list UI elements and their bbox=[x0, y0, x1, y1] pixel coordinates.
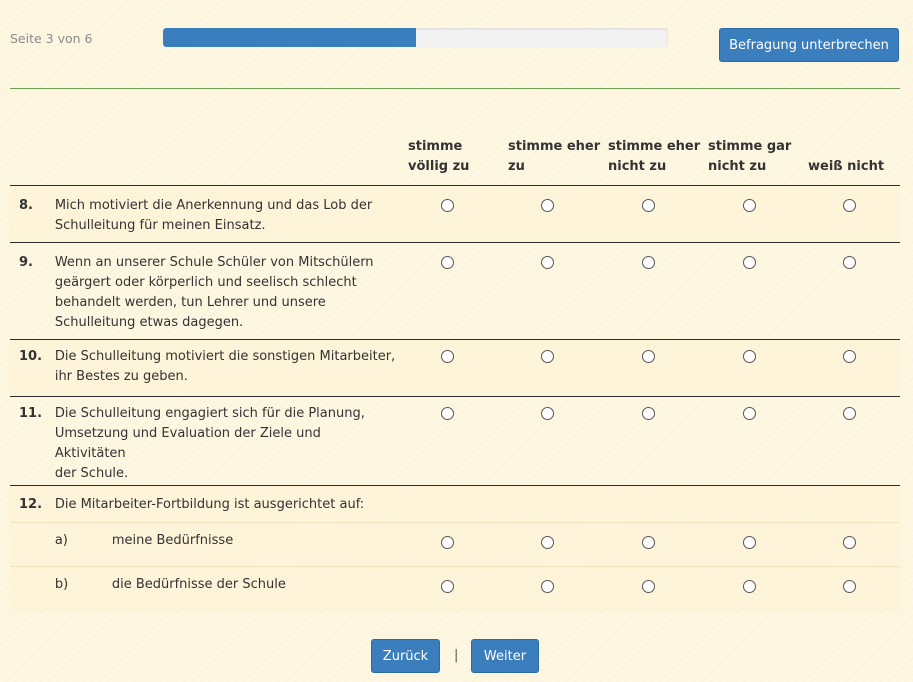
question-text-line: Mich motiviert die Anerkennung und das Lob der bbox=[54, 198, 373, 213]
radio-q11-rather-disagree[interactable] bbox=[642, 407, 655, 420]
subquestion-label: b) bbox=[54, 577, 69, 592]
radio-q9-dont-know[interactable] bbox=[843, 256, 856, 269]
column-header-line: stimme eher bbox=[608, 139, 701, 154]
radio-q9-rather-agree[interactable] bbox=[541, 256, 554, 269]
next-button[interactable]: Weiter bbox=[471, 639, 539, 673]
column-header-line: stimme eher bbox=[508, 139, 601, 154]
question-text-line: Schulleitung etwas dagegen. bbox=[54, 315, 244, 330]
radio-q8-rather-disagree[interactable] bbox=[642, 199, 655, 212]
column-header-line: nicht zu bbox=[708, 159, 767, 174]
radio-q12a-rather-disagree[interactable] bbox=[642, 536, 655, 549]
radio-q9-fully-disagree[interactable] bbox=[743, 256, 756, 269]
question-number: 8. bbox=[10, 186, 54, 243]
header-divider bbox=[10, 88, 900, 89]
column-header-dont-know bbox=[808, 137, 884, 177]
radio-q10-rather-disagree[interactable] bbox=[642, 350, 655, 363]
question-text bbox=[54, 243, 397, 340]
nav-separator: | bbox=[454, 648, 459, 663]
question-number: 11. bbox=[10, 397, 54, 486]
column-header-line: völlig zu bbox=[408, 159, 470, 174]
radio-q10-fully-disagree[interactable] bbox=[743, 350, 756, 363]
radio-q10-rather-agree[interactable] bbox=[541, 350, 554, 363]
radio-q8-fully-disagree[interactable] bbox=[743, 199, 756, 212]
radio-q11-rather-agree[interactable] bbox=[541, 407, 554, 420]
radio-q9-rather-disagree[interactable] bbox=[642, 256, 655, 269]
pause-survey-button[interactable]: Befragung unterbrechen bbox=[719, 28, 899, 62]
radio-q11-fully-disagree[interactable] bbox=[743, 407, 756, 420]
question-table bbox=[10, 185, 900, 611]
radio-q11-fully-agree[interactable] bbox=[441, 407, 454, 420]
radio-q12a-fully-disagree[interactable] bbox=[743, 536, 756, 549]
radio-q10-dont-know[interactable] bbox=[843, 350, 856, 363]
progress-bar-fill bbox=[163, 28, 416, 47]
subquestion-row-12b bbox=[10, 567, 900, 611]
question-text-line: Die Schulleitung engagiert sich für die Planung, bbox=[54, 406, 365, 421]
question-text bbox=[54, 397, 397, 486]
radio-q12b-rather-disagree[interactable] bbox=[642, 580, 655, 593]
radio-q11-dont-know[interactable] bbox=[843, 407, 856, 420]
radio-q12a-rather-agree[interactable] bbox=[541, 536, 554, 549]
subquestion-row-12a bbox=[10, 523, 900, 567]
question-text-line: Umsetzung und Evaluation der Ziele und Aktivitäten bbox=[54, 426, 321, 461]
question-row-9 bbox=[10, 243, 900, 340]
column-header-rather-agree bbox=[508, 137, 600, 177]
radio-q12b-fully-agree[interactable] bbox=[441, 580, 454, 593]
subquestion-text bbox=[54, 567, 397, 611]
column-header-line: stimme gar bbox=[708, 139, 792, 154]
question-text-line: behandelt werden, tun Lehrer und unsere bbox=[54, 295, 326, 310]
question-number: 10. bbox=[10, 340, 54, 397]
column-header-line: weiß nicht bbox=[808, 159, 885, 174]
question-text-line: Schulleitung für meinen Einsatz. bbox=[54, 218, 266, 233]
subquestion-text bbox=[54, 523, 397, 567]
page-indicator: Seite 3 von 6 bbox=[10, 31, 93, 46]
question-number: 12. bbox=[10, 486, 54, 523]
column-header-fully-agree bbox=[408, 137, 469, 177]
subquestion-label-text: meine Bedürfnisse bbox=[111, 533, 234, 548]
column-header-line: zu bbox=[508, 159, 525, 174]
progress-bar bbox=[163, 28, 668, 47]
question-row-8 bbox=[10, 186, 900, 243]
question-row-10 bbox=[10, 340, 900, 397]
radio-q12b-fully-disagree[interactable] bbox=[743, 580, 756, 593]
back-button[interactable]: Zurück bbox=[371, 639, 440, 673]
question-text-line: Die Schulleitung motiviert die sonstigen Mitarbeiter, bbox=[54, 349, 396, 364]
question-number: 9. bbox=[10, 243, 54, 340]
radio-q12b-dont-know[interactable] bbox=[843, 580, 856, 593]
column-header-line bbox=[808, 137, 884, 157]
column-header-line: nicht zu bbox=[608, 159, 667, 174]
subquestion-label: a) bbox=[54, 533, 68, 548]
radio-q12a-dont-know[interactable] bbox=[843, 536, 856, 549]
radio-q10-fully-agree[interactable] bbox=[441, 350, 454, 363]
column-header-fully-disagree bbox=[708, 137, 791, 177]
subquestion-label-text: die Bedürfnisse der Schule bbox=[111, 577, 286, 592]
column-header-rather-disagree bbox=[608, 137, 700, 177]
question-text-line: der Schule. bbox=[54, 466, 129, 481]
radio-q12b-rather-agree[interactable] bbox=[541, 580, 554, 593]
question-text-line: Wenn an unserer Schule Schüler von Mitschülern bbox=[54, 255, 374, 270]
question-row-12 bbox=[10, 486, 900, 523]
question-text-line: geärgert oder körperlich und seelisch schlecht bbox=[54, 275, 357, 290]
question-row-11 bbox=[10, 397, 900, 486]
question-text bbox=[54, 340, 397, 397]
question-text: Die Mitarbeiter-Fortbildung ist ausgerichtet auf: bbox=[54, 486, 900, 523]
question-text-line: ihr Bestes zu geben. bbox=[54, 369, 188, 384]
radio-q8-dont-know[interactable] bbox=[843, 199, 856, 212]
radio-q8-fully-agree[interactable] bbox=[441, 199, 454, 212]
question-text bbox=[54, 186, 397, 243]
column-header-line: stimme bbox=[408, 139, 463, 154]
radio-q9-fully-agree[interactable] bbox=[441, 256, 454, 269]
radio-q8-rather-agree[interactable] bbox=[541, 199, 554, 212]
radio-q12a-fully-agree[interactable] bbox=[441, 536, 454, 549]
